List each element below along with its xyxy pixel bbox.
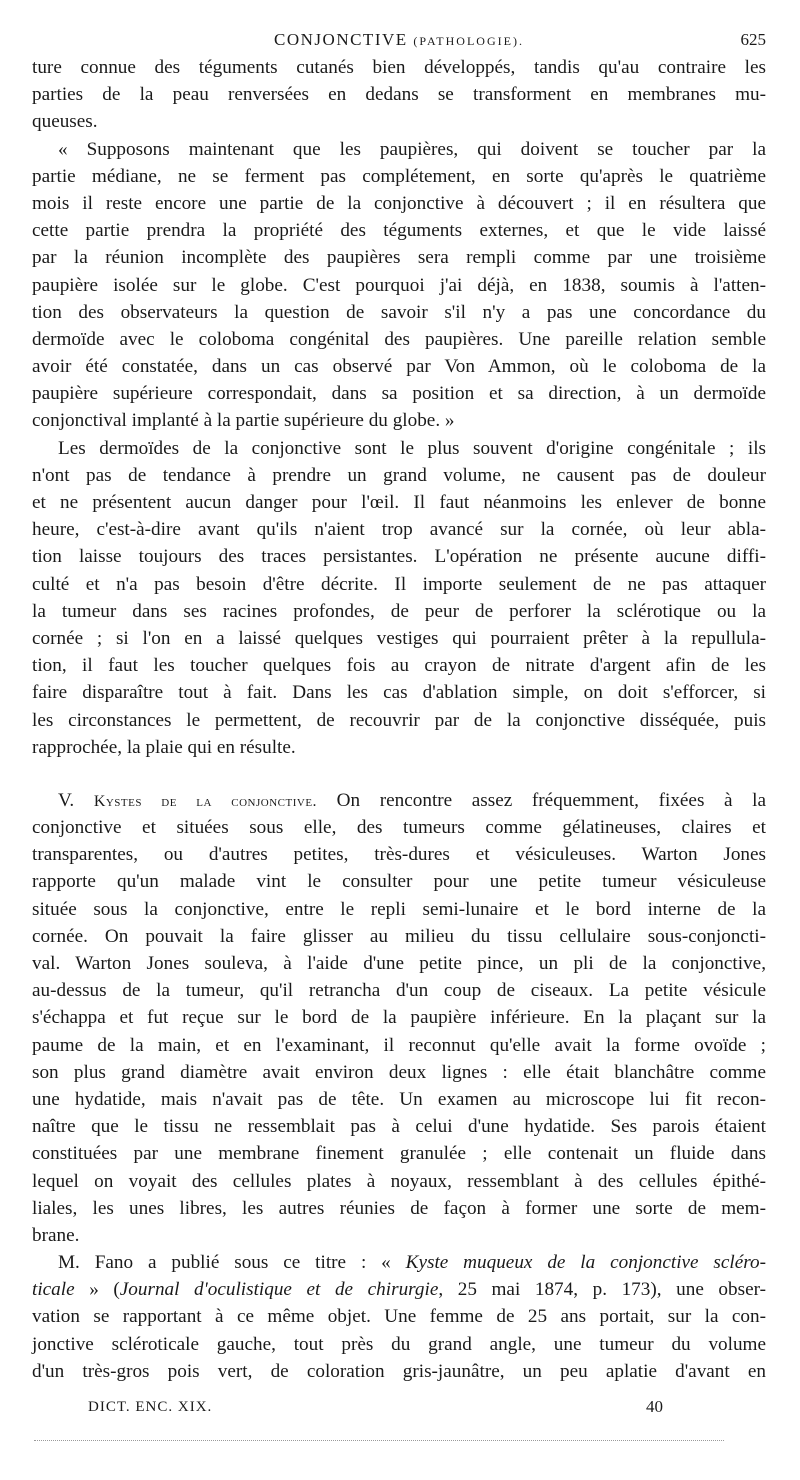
text-line: cette partie prendra la propriété des téguments externes, et que le vide laissé [32,220,766,242]
section-heading-line [32,787,766,814]
text-line: Les dermoïdes de la conjonctive sont le plus souvent d'origine congénitale ; ils [58,437,766,459]
fano-citation: , 25 mai 1874, p. 173), une obser- [438,1279,766,1301]
text-line: paupière supérieure correspondait, dans sa position et sa direction, à un dermoïde [32,383,766,405]
text-line: située sous la conjonctive, entre le repli semi-lunaire et le bord interne de la [32,898,766,920]
text-line: heure, c'est-à-dire avant qu'ils n'aient trop avancé sur la cornée, où leur abla- [32,519,766,541]
text-line: lequel on voyait des cellules plates à noyaux, ressemblant à des cellules épithé- [32,1170,766,1192]
text-line: rapporte qu'un malade vint le consulter pour une petite tumeur vésiculeuse [32,871,766,893]
header-subtitle: (PATHOLOGIE). [413,34,524,48]
text-line: transparentes, ou d'autres petites, très-dures et vésiculeuses. Warton Jones [32,844,766,866]
fano-line-1 [32,1249,766,1276]
text-line: parties de la peau renversées en dedans se transforment en membranes mu- [32,84,766,106]
text-line: jonctive scléroticale gauche, tout près du grand angle, une tumeur du volume [32,1333,766,1355]
page [32,20,766,1433]
text-line: par la réunion incomplète des paupières sera rempli comme par une troisième [32,247,766,269]
section-first-line: On rencontre assez fréquemment, fixées à la [336,789,767,811]
bottom-dotted-rule [34,1440,724,1441]
text-line: tion, il faut les toucher quelques fois au crayon de nitrate d'argent afin de les [32,655,766,677]
text-line: d'un très-gros pois vert, de coloration gris-jaunâtre, un peu aplatie d'avant en [32,1360,766,1382]
running-title [32,30,766,50]
text-line: tion des observateurs la question de savoir s'il n'y a pas une concordance du [32,301,766,323]
text-line: liales, les unes libres, les autres réunies de façon à former une sorte de mem- [32,1197,766,1219]
text-line: rapprochée, la plaie qui en résulte. [32,736,296,758]
fano-line-2 [32,1276,766,1303]
text-line: brane. [32,1224,80,1246]
text-line: conjonctival implanté à la partie supérieure du globe. » [32,410,455,432]
text-line: la tumeur dans ses racines profondes, de peur de perforer la sclérotique ou la [32,600,766,622]
journal-title-italic: Journal d'oculistique et de chirurgie [119,1279,439,1301]
text-line: partie médiane, ne se ferment pas complétement, en sorte qu'après le quatrième [32,165,766,187]
page-footer [32,1393,766,1433]
running-header [32,20,766,54]
section-heading: Kystes de la conjonctive. [93,792,318,810]
fano-title-italic: Kyste muqueux de la conjonctive scléro- [405,1252,767,1274]
text-line: val. Warton Jones souleva, à l'aide d'une petite pince, un pli de la conjonctive, [32,953,766,974]
text-line: ture connue des téguments cutanés bien développés, tandis qu'au contraire les [32,57,766,78]
text-line: conjonctive et situées sous elle, des tumeurs comme gélatineuses, claires et [32,817,766,839]
text-line: queuses. [32,111,98,133]
page-number: 625 [740,30,766,49]
header-title: CONJONCTIVE [274,30,408,49]
text-line: mois il reste encore une partie de la conjonctive à découvert ; il en résultera que [32,192,766,214]
text-line: son plus grand diamètre avait environ deux lignes : elle était blanchâtre comme [32,1061,766,1083]
fano-title-italic-end: ticale [32,1279,75,1301]
body-text-dermoides [32,54,766,761]
section-number: V. [58,789,75,811]
text-line: cornée. On pouvait la faire glisser au milieu du tissu cellulaire sous-conjoncti- [32,925,766,947]
footer-sheet-number: 40 [646,1397,663,1416]
text-line: avoir été constatée, dans un cas observé par Von Ammon, où le coloboma de la [32,356,766,378]
text-line: tion laisse toujours des traces persistantes. L'opération ne présente aucune diffi- [32,546,766,568]
text-line: et ne présentent aucun danger pour l'œil. Il faut néanmoins les enlever de bonne [32,492,766,513]
fano-text: » ( [74,1279,120,1301]
fano-text: M. Fano a publié sous ce titre : « [58,1252,406,1274]
text-line: les circonstances le permettent, de recouvrir par de la conjonctive disséquée, puis [32,709,766,731]
body-text-kystes [32,814,766,1249]
text-line: paupière isolée sur le globe. C'est pourquoi j'ai déjà, en 1838, soumis à l'atten- [32,274,766,296]
text-line: vation se rapportant à ce même objet. Une femme de 25 ans portait, sur la con- [32,1306,766,1328]
text-line: s'échappa et fut reçue sur le bord de la paupière inférieure. En la plaçant sur la [32,1007,766,1029]
body-text-fano [32,1303,766,1385]
text-line: au-dessus de la tumeur, qu'il retrancha d'un coup de ciseaux. La petite vésicule [32,980,766,1002]
section-gap [32,761,766,787]
text-line: paume de la main, et en l'examinant, il reconnut qu'elle avait la forme ovoïde ; [32,1034,766,1056]
text-line: constituées par une membrane finement granulée ; elle contenait un fluide dans [32,1143,766,1165]
text-line: « Supposons maintenant que les paupières, qui doivent se toucher par la [58,138,766,160]
text-line: naître que le tissu ne ressemblait pas à celui d'une hydatide. Ses parois étaient [32,1116,766,1138]
text-line: faire disparaître tout à fait. Dans les cas d'ablation simple, on doit s'efforcer, si [32,682,766,704]
text-line: une hydatide, mais n'avait pas de tête. Un examen au microscope lui fit recon- [32,1088,766,1110]
text-line: n'ont pas de tendance à prendre un grand volume, ne causent pas de douleur [32,464,766,486]
text-line: culté et n'a pas besoin d'être décrite. Il importe seulement de ne pas attaquer [32,573,766,595]
text-line: cornée ; si l'on en a laissé quelques vestiges qui pourraient prêter à la repullula- [32,627,766,649]
text-line: dermoïde avec le coloboma congénital des paupières. Une pareille relation semble [32,328,766,350]
footer-signature: DICT. ENC. XIX. [88,1399,213,1415]
